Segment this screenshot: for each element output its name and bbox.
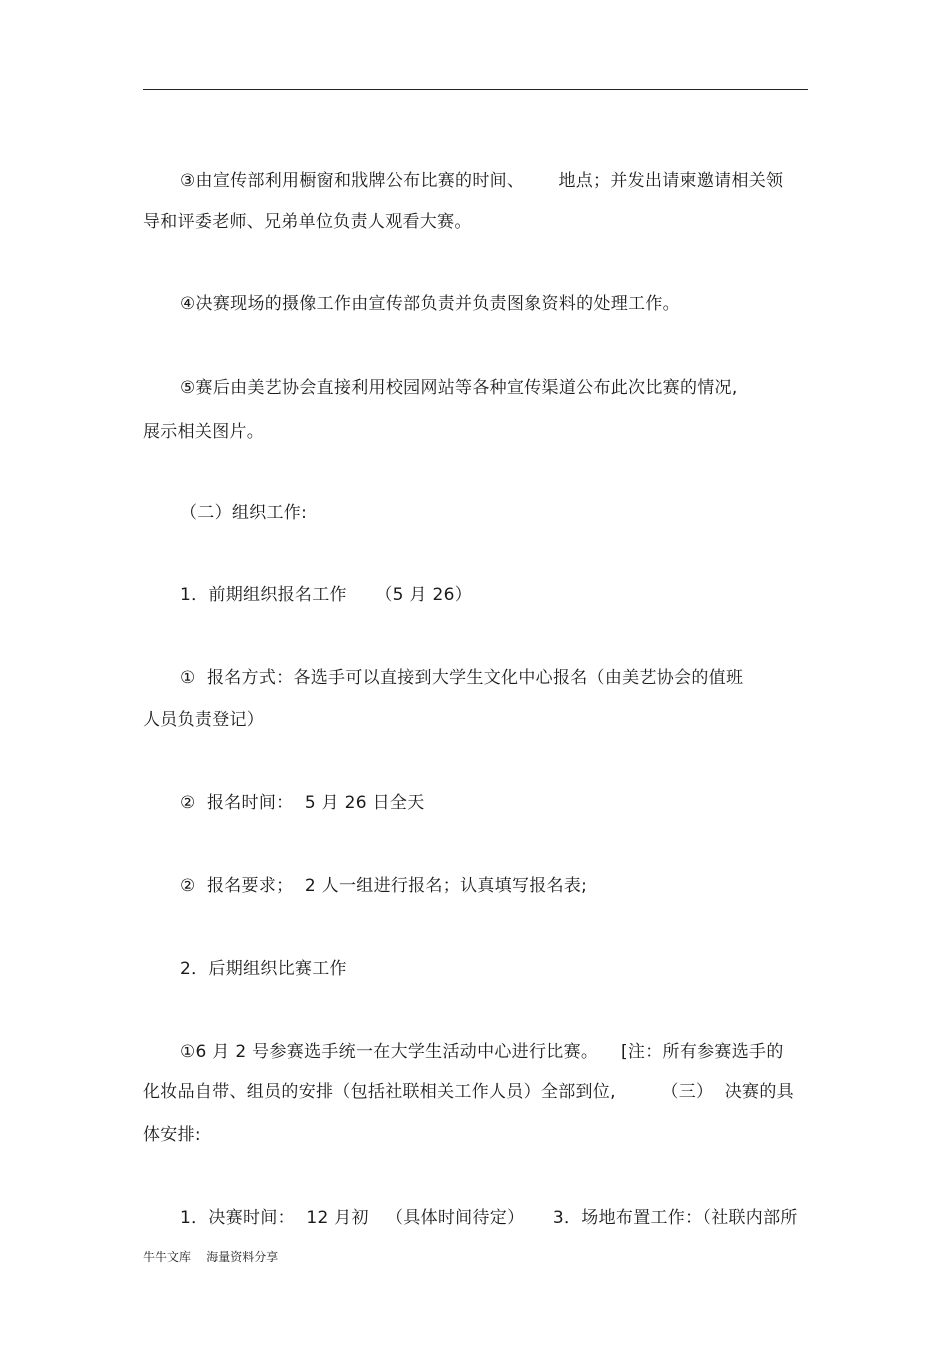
header-rule — [143, 89, 808, 90]
paragraph-3-line-2: 展示相关图片。 — [143, 422, 265, 442]
registration-time: ② 报名时间： 5 月 26 日全天 — [180, 793, 425, 813]
final-arrangement-line-1: 1．决赛时间： 12 月初 （具体时间待定） 3．场地布置工作：（社联内部所 — [180, 1208, 798, 1228]
paragraph-1-line-1: ③由宣传部利用橱窗和戕牌公布比赛的时间、 地点；并发出请柬邀请相关领 — [180, 171, 784, 191]
registration-method-line-1: ① 报名方式：各选手可以直接到大学生文化中心报名（由美艺协会的值班 — [180, 668, 744, 688]
section-heading-organization: （二）组织工作: — [180, 503, 308, 523]
competition-line-2: 化妆品自带、组员的安排（包括社联相关工作人员）全部到位, （三） 决赛的具 — [143, 1082, 794, 1102]
registration-requirement: ② 报名要求； 2 人一组进行报名；认真填写报名表; — [180, 876, 588, 896]
paragraph-2-line-1: ④决赛现场的摄像工作由宣传部负责并负责图象资料的处理工作。 — [180, 294, 680, 314]
footer-text: 牛牛文库 海量资料分享 — [143, 1250, 279, 1264]
registration-method-line-2: 人员负责登记） — [143, 710, 265, 730]
paragraph-1-line-2: 导和评委老师、兄弟单位负责人观看大赛。 — [143, 212, 472, 232]
paragraph-3-line-1: ⑤赛后由美艺协会直接利用校园网站等各种宣传渠道公布此次比赛的情况, — [180, 378, 738, 398]
competition-line-1: ①6 月 2 号参赛选手统一在大学生活动中心进行比赛。 [注：所有参赛选手的 — [180, 1042, 784, 1062]
competition-line-3: 体安排: — [143, 1125, 201, 1145]
item-1-heading: 1．前期组织报名工作 （5 月 26） — [180, 585, 472, 605]
item-2-heading: 2．后期组织比赛工作 — [180, 959, 347, 979]
